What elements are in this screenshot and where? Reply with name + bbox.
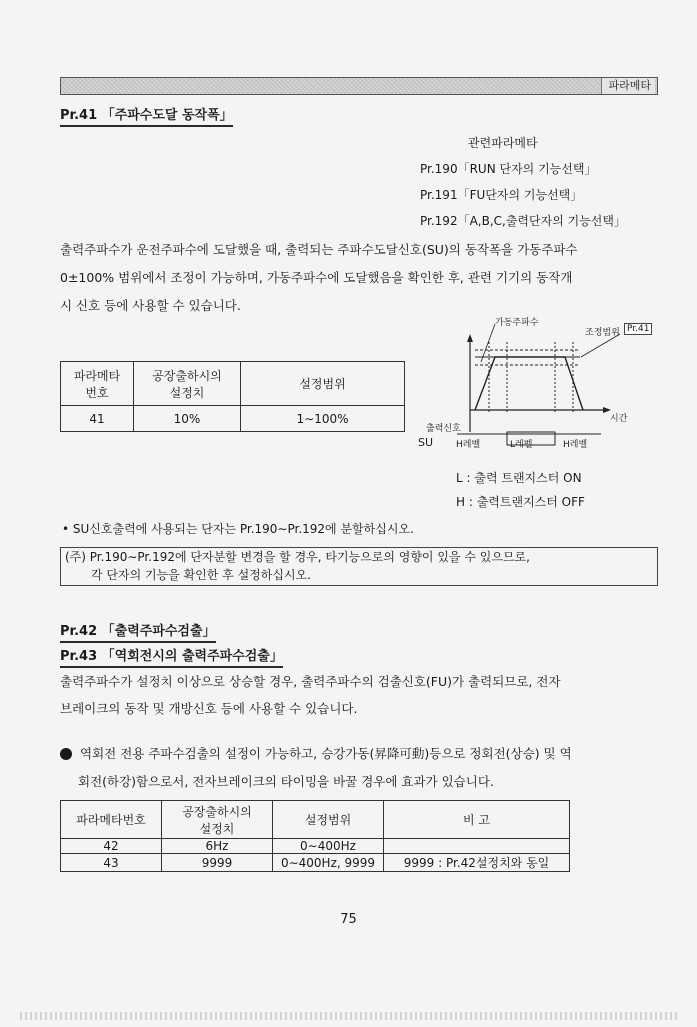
header-tab: 파라메타 bbox=[601, 78, 655, 94]
table-cell: 1∼100% bbox=[241, 406, 405, 432]
pr41-title: Pr.41 「주파수도달 동작폭」 bbox=[60, 108, 233, 127]
pr42-table bbox=[60, 800, 570, 872]
diagram-level-h1: H레벨 bbox=[456, 440, 481, 450]
table-cell: 43 bbox=[61, 854, 162, 872]
table-cell: 0∼400Hz, 9999 bbox=[273, 854, 384, 872]
header-param-no: 파라메타 번호 bbox=[61, 362, 134, 406]
related-item-191: Pr.191「FU단자의 기능선택」 bbox=[420, 188, 583, 202]
page-number: 75 bbox=[340, 912, 357, 927]
related-item-190: Pr.190「RUN 단자의 기능선택」 bbox=[420, 162, 597, 176]
header-range: 설정범위 bbox=[273, 801, 384, 839]
pr43-title: Pr.43 「역회전시의 출력주파수검출」 bbox=[60, 649, 283, 668]
pr41-description: 출력주파수가 운전주파수에 도달했을 때, 출력되는 주파수도달신호(SU)의 동작폭을 가동주파수 0±100% 범위에서 조정이 가능하며, 가동주파수에 도달했음을 확인한 후, 관련 기기의 동작개 시 신호 등에 사용할 수 있습니다. bbox=[60, 242, 578, 313]
table-cell: 42 bbox=[61, 839, 162, 854]
header-bar bbox=[60, 77, 658, 95]
table-cell: 0∼400Hz bbox=[273, 839, 384, 854]
bullet-icon bbox=[60, 748, 72, 760]
diagram-level-h2: H레벨 bbox=[563, 440, 588, 450]
table-cell: 9999 : Pr.42설정치와 동일 bbox=[384, 854, 570, 872]
header-param-no: 파라메타번호 bbox=[61, 801, 162, 839]
table-cell: 6Hz bbox=[162, 839, 273, 854]
diagram-su-label: SU bbox=[418, 436, 434, 449]
related-item-192: Pr.192「A,B,C,출력단자의 기능선택」 bbox=[420, 214, 626, 228]
header-remarks: 비 고 bbox=[384, 801, 570, 839]
diagram-freq-label: 가동주파수 bbox=[495, 318, 539, 328]
header-factory: 공장출하시의 설정치 bbox=[162, 801, 273, 839]
table-cell: 41 bbox=[61, 406, 134, 432]
header-range: 설정범위 bbox=[241, 362, 405, 406]
su-terminal-note: • SU신호출력에 사용되는 단자는 Pr.190∼Pr.192에 분할하십시오. bbox=[62, 522, 414, 536]
table-cell: 10% bbox=[134, 406, 241, 432]
diagram-range-ref: Pr.41 bbox=[624, 323, 652, 335]
reverse-detection-note: 역회전 전용 주파수검출의 설정이 가능하고, 승강가동(昇降可動)등으로 정회전(상승) 및 역 회전(하강)함으로서, 전자브레이크의 타이밍을 바꿀 경우에 효과가 있습니다. bbox=[78, 746, 572, 789]
pr41-table bbox=[60, 361, 405, 432]
table-cell: 9999 bbox=[162, 854, 273, 872]
legend-h: H : 출력트랜지스터 OFF bbox=[456, 495, 585, 509]
related-heading: 관련파라메타 bbox=[468, 136, 538, 150]
pr42-title: Pr.42 「출력주파수검출」 bbox=[60, 624, 216, 643]
legend-l: L : 출력 트랜지스터 ON bbox=[456, 471, 582, 485]
caution-box: (주) Pr.190∼Pr.192에 단자분할 변경을 할 경우, 타기능으로의 영향이 있을 수 있으므로, 각 단자의 기능을 확인한 후 설정하십시오. bbox=[60, 547, 658, 586]
pr42-description: 출력주파수가 설정치 이상으로 상승할 경우, 출력주파수의 검출신호(FU)가 출력되므로, 전자 브레이크의 동작 및 개방신호 등에 사용할 수 있습니다. bbox=[60, 674, 561, 716]
scan-edge bbox=[20, 1012, 680, 1020]
diagram-output-label: 출력신호 bbox=[426, 424, 461, 434]
table-cell bbox=[384, 839, 570, 854]
header-factory: 공장출하시의 설정치 bbox=[134, 362, 241, 406]
diagram-range-label: 조정범위 bbox=[585, 328, 620, 338]
diagram-level-l: L레벨 bbox=[510, 440, 533, 450]
diagram-time-label: 시간 bbox=[610, 414, 628, 424]
